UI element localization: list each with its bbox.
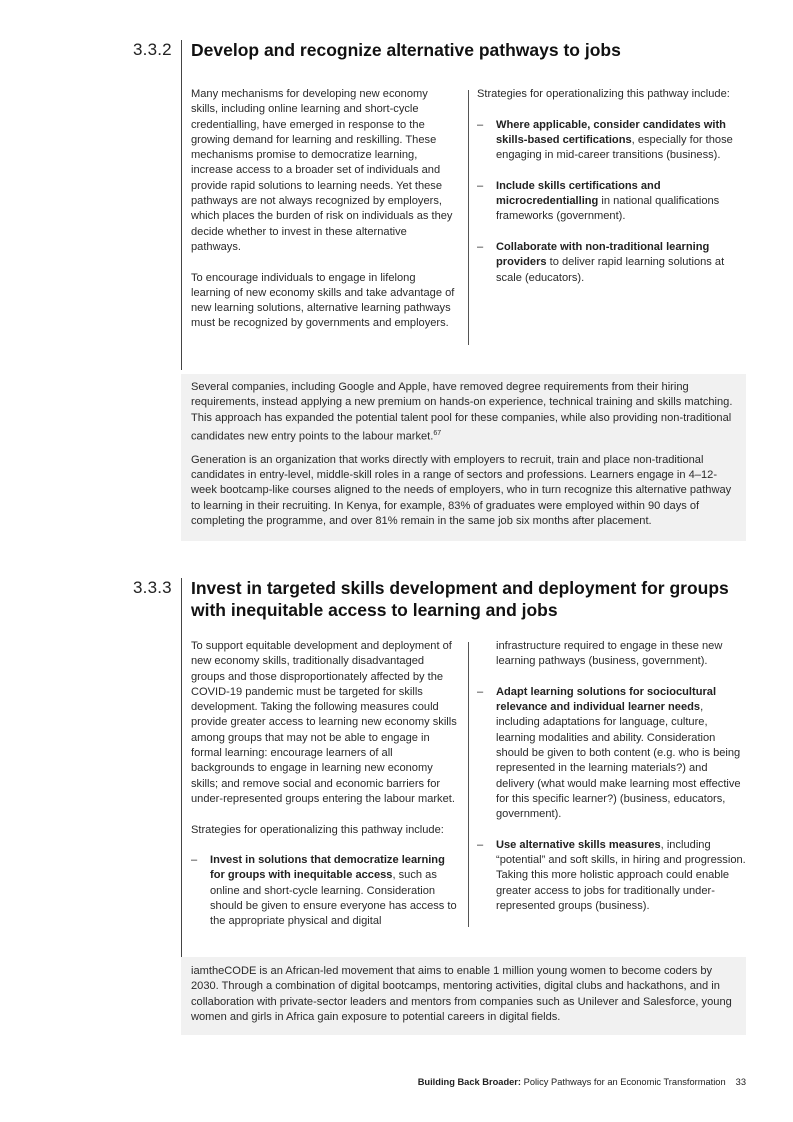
list-item [477,685,747,823]
dash-bullet: – [477,179,484,192]
dash-bullet: – [477,838,484,851]
strategies-list [477,685,747,914]
footer-title: Policy Pathways for an Economic Transformation [521,1077,726,1087]
case-study-box [181,957,746,1035]
case-study-text: Generation is an organization that works directly with employers to recruit, train and place non-traditional candidates in entry-level, middle-skill roles in a range of sectors and professions. Learners engage in 4–12-week bootcamp-like courses aligned to the needs of employers, who in turn recognize this alternative pathway to learning in their recruiting. In Kenya, for example, 83% of graduates were employed within 90 days of completing the programme, and over 81% remain in the same job six months after placement. [191,453,732,528]
strategy-bold: Include skills certifications and microcredentialling [496,179,661,208]
section-number-3-3-2: 3.3.2 [133,40,172,59]
strategy-bold: Collaborate with non-traditional learning providers [496,240,710,269]
section-3-3-3-intro [191,639,459,930]
case-study-text: iamtheCODE is an African-led movement that aims to enable 1 million young women to become coders by 2030. Through a combination of digital bootcamps, mentoring activities, digital clubs and hackathons, and in collaboration with private-sector leaders and mentors from companies such as Unilever and Salesforce, young women and girls in Africa gain exposure to potential careers in digital fields. [191,965,732,1023]
list-item [477,838,747,914]
section-3-3-2-strategies [477,87,747,286]
list-item [477,118,747,164]
strategy-text: in national qualifications frameworks (government). [496,195,720,223]
column-divider [468,642,469,927]
section-number-3-3-3: 3.3.3 [133,578,172,597]
paragraph: Many mechanisms for developing new economy skills, including online learning and short-cycle credentialling, have emerged in response to the growing demand for learning and reskilling. These mechanisms promise to democratize learning, increase access to a broader set of individuals and provide rapid solutions to learning needs. Yet these pathways are not always recognized by employers, which places the burden of risk on individuals as they decide whether to invest in these alternative pathways. [191,88,453,253]
dash-bullet: – [477,685,484,698]
strategy-bold: Adapt learning solutions for sociocultural relevance and individual learner needs [496,685,717,714]
list-item [477,240,747,286]
section-title-3-3-3: Invest in targeted skills development and deployment for groups with inequitable access to learning and jobs [191,578,729,620]
page-number: 33 [735,1077,746,1087]
page-footer [402,1077,746,1087]
dash-bullet: – [477,118,484,131]
list-item [191,853,459,929]
strategies-list [191,853,459,929]
strategy-text: , including adaptations for language, culture, learning modalities and ability. Consideration should be given to both content (e.g. who is being represented in the learning materials?) and delivery (what would make learning most effective for this specific learner?) (business, educators, government). [496,701,741,821]
column-divider [468,90,469,345]
strategy-bold: Use alternative skills measures [496,838,661,851]
strategy-bold: Where applicable, consider candidates with skills-based certifications [496,118,726,146]
strategy-text: to deliver rapid learning solutions at scale (educators). [496,256,725,284]
section-rule [181,40,182,370]
list-item [477,179,747,225]
paragraph: To encourage individuals to engage in lifelong learning of new economy skills and take advantage of new learning solutions, alternative learning pathways must be recognized by governments and employers. [191,271,455,330]
dash-bullet: – [191,854,198,867]
footnote-ref: 67 [433,429,442,437]
dash-bullet: – [477,240,484,253]
section-3-3-3-strategies [477,639,747,914]
strategy-text: , such as online and short-cycle learning. Consideration should be given to ensure everyone has access to the appropriate physical and digital [210,869,457,928]
paragraph: To support equitable development and deployment of new economy skills, traditionally disadvantaged groups and those disproportionately affected by the COVID-19 pandemic must be targeted for skills development. Taking the following measures could provide greater access to learning new economy skills among groups that may not be able to engage in formal learning: encourage learners of all backgrounds to engage in learning new economy skills; and remove social and economic barriers for under-represented groups entering the labour market. [191,640,457,805]
strategies-intro: Strategies for operationalizing this pathway include: [477,88,730,100]
case-study-text: Several companies, including Google and Apple, have removed degree requirements from their hiring requirements, instead applying a new premium on hands-on experience, technical training and skills matching. This approach has expanded the potential talent pool for these companies, while also providing non-traditional candidates new entry points to the labour market.$^{67}$ [191,381,733,443]
strategies-list [477,118,747,286]
strategy-text: , especially for those engaging in mid-career transitions (business). [496,133,733,162]
strategy-continued: infrastructure required to engage in these new learning pathways (business, government). [496,640,723,668]
case-study-box [181,374,746,541]
strategy-text: , including “potential” and soft skills, in hiring and progression. Taking this more holistic approach could enable greater access to jobs for traditionally under-represented groups (business). [496,838,746,913]
section-3-3-2-intro [191,87,457,332]
section-title-3-3-2: Develop and recognize alternative pathways to jobs [191,40,621,60]
strategy-bold: Invest in solutions that democratize learning for groups with inequitable access [210,854,445,882]
footer-title-bold: Building Back Broader: [417,1077,522,1087]
strategies-intro: Strategies for operationalizing this pathway include: [191,823,444,836]
